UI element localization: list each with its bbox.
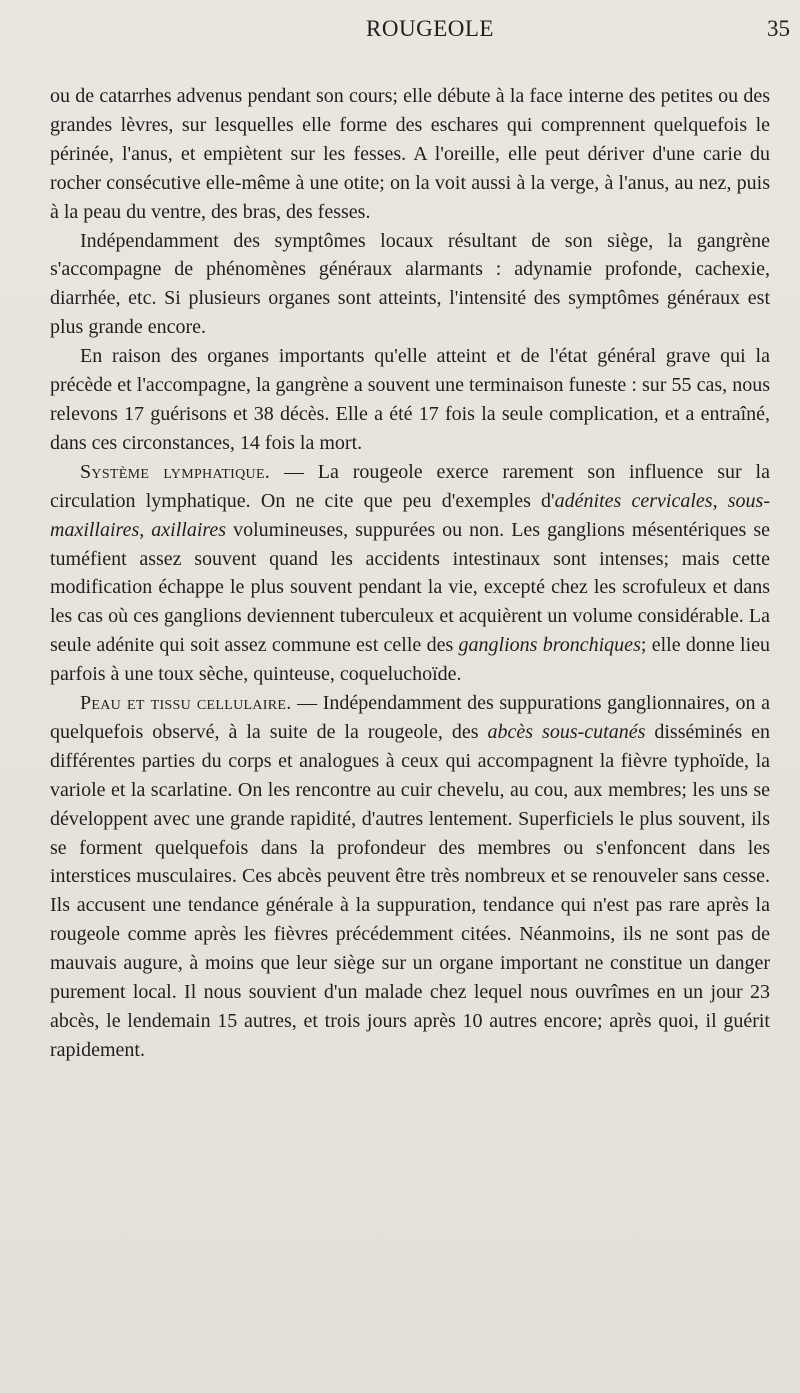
- text-run: — La rougeole exerce rarement son influence sur la circulation lymphatique. On ne cite que peu d'exemples d': [50, 460, 770, 512]
- running-title: ROUGEOLE: [366, 16, 494, 41]
- section-heading-lymphatic: Système lymphatique.: [80, 460, 271, 483]
- text-run: volumineuses, suppurées ou non. Les ganglions mésentériques se tuméfient assez souvent quand les accidents intestinaux sont intenses; mais cette modification échappe le plus souvent pendant la vie, excepté chez les scrofuleux et dans les cas où ces ganglions deviennent tuberculeux et acquièrent un volume considérable. La seule adénite qui soit assez commune est celle des: [50, 518, 771, 657]
- italic-term: abcès sous-cutanés: [487, 720, 646, 743]
- running-head: [60, 12, 800, 52]
- text-run: disséminés en différentes parties du corps et analogues à ceux qui accompagnent la fièvre typhoïde, la variole et la scarlatine. On les rencontre au cuir chevelu, au cou, aux membres; les uns se développent avec une grande rapidité, d'autres lentement. Superficiels le plus souvent, ils se forment quelquefois dans la profondeur des membres ou s'enfoncent dans les interstices musculaires. Ces abcès peuvent être très nombreux et se renouveler sans cesse. Ils accusent une tendance générale à la suppuration, tendance qui n'est pas rare après la rougeole comme après les fièvres précédemment citées. Néanmoins, ils ne sont pas de mauvais augure, à moins que leur siège sur un organe important ne constitue un danger purement local. Il nous souvient d'un malade chez lequel nous ouvrîmes en un jour 23 abcès, le lendemain 15 autres, et trois jours après 10 autres encore; après quoi, il guérit rapidement.: [50, 720, 770, 1061]
- section-heading-skin: Peau et tissu cellulaire.: [80, 692, 292, 715]
- text-run: ; elle donne lieu parfois à une toux sèche, quinteuse, coqueluchoïde.: [50, 634, 771, 686]
- paragraph-general-symptoms: Indépendamment des symptômes locaux résultant de son siège, la gangrène s'accompagne de phénomènes généraux alarmants : adynamie profonde, cachexie, diarrhée, etc. Si plusieurs organes sont atteints, l'intensité des symptômes généraux est plus grande encore.: [50, 229, 770, 339]
- paragraph-gangrene-sites: ou de catarrhes advenus pendant son cours; elle débute à la face interne des petites ou des grandes lèvres, sur lesquelles elle forme des eschares qui comprennent quelquefois le périnée, l'anus, et empiètent sur les fesses. A l'oreille, elle peut dériver d'une carie du rocher consécutive elle-même à une otite; on la voit aussi à la verge, à l'anus, au nez, puis à la peau du ventre, des bras, des fesses.: [50, 85, 770, 223]
- paragraph-lymphatic-system: [50, 458, 770, 689]
- page-number: 35: [767, 16, 790, 41]
- paragraph-prognosis: En raison des organes importants qu'elle atteint et de l'état général grave qui la précède et l'accompagne, la gangrène a souvent une terminaison funeste : sur 55 cas, nous relevons 17 guérisons et 38 décès. Elle a été 17 fois la seule complication, et a entraîné, dans ces circonstances, 14 fois la mort.: [50, 345, 770, 454]
- body-text: [50, 82, 770, 1065]
- italic-term: adénites cervicales, sous-maxillaires, axillaires: [50, 489, 770, 541]
- text-run: — Indépendamment des suppurations ganglionnaires, on a quelquefois observé, à la suite de la rougeole, des: [50, 692, 770, 743]
- paragraph-skin-tissue: [50, 689, 770, 1065]
- italic-term: ganglions bronchiques: [458, 634, 641, 657]
